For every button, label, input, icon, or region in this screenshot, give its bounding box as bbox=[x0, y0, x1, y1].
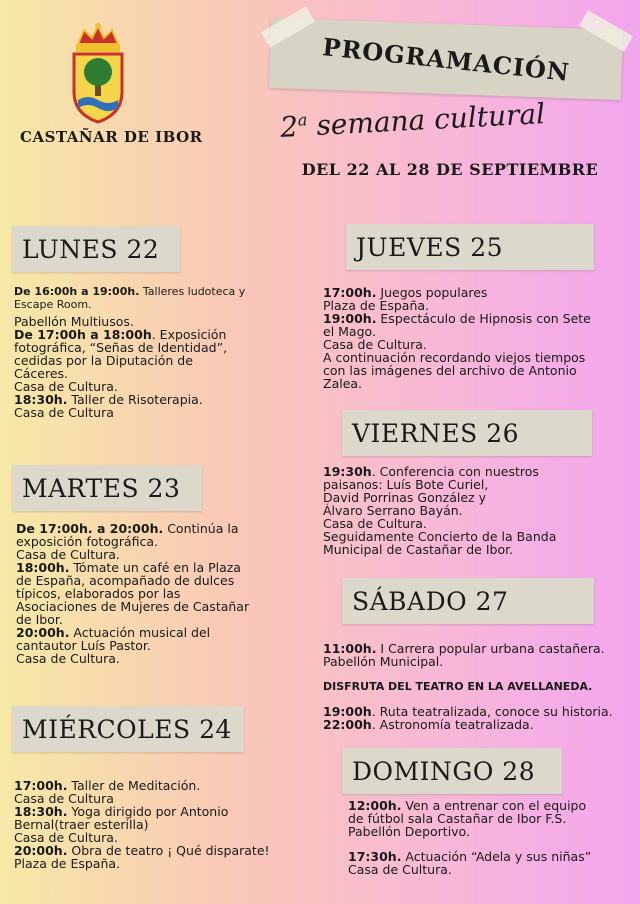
title-banner bbox=[269, 18, 623, 100]
day-banner-sabado: SÁBADO 27 bbox=[342, 578, 594, 624]
schedule-domingo: 12:00h. Ven a entrenar con el equipo de fútbol sala Castañar de Ibor F.S. Pabellón Deportivo. 17:30h. Actuación “Adela y sus niñas” Casa de Cultura. bbox=[348, 798, 592, 877]
town-name: CASTAÑAR DE IBOR bbox=[20, 128, 203, 146]
day-banner-viernes: VIERNES 26 bbox=[342, 410, 592, 456]
coat-of-arms-icon bbox=[66, 22, 130, 126]
subtitle: 2$^a$ semana cultural bbox=[279, 97, 546, 144]
day-banner-miercoles: MIÉRCOLES 24 bbox=[12, 706, 244, 752]
page-title: PROGRAMACIÓN bbox=[320, 31, 571, 87]
day-banner-lunes: LUNES 22 bbox=[12, 226, 180, 272]
schedule-lunes: De 16:00h a 19:00h. Talleres ludoteca y Escape Room. Pabellón Multiusos. De 17:00h a 18:00h. Exposición fotográfica, “Señas de Identidad”, cedidas por la Diputación de Cáceres. Casa de Cultura. 18:30h. Taller de Risoterapia. Casa de Cultura bbox=[14, 285, 246, 420]
schedule-miercoles: 17:00h. Taller de Meditación. Casa de Cultura 18:30h. Yoga dirigido por Antonio Bernal(traer esterilla) Casa de Cultura. 20:00h. Obra de teatro ¡ Qué disparate! Plaza de España. bbox=[14, 778, 270, 871]
day-banner-jueves: JUEVES 25 bbox=[346, 224, 594, 270]
schedule-viernes: 19:30h. Conferencia con nuestros paisanos: Luís Bote Curiel, David Porrinas González y Álvaro Serrano Bayán. Casa de Cultura. Seguidamente Concierto de la Banda Municipal de Castañar de Ibor. bbox=[323, 464, 557, 557]
day-banner-martes: MARTES 23 bbox=[12, 465, 202, 511]
schedule-jueves: 17:00h. Juegos populares Plaza de España. 19:00h. Espectáculo de Hipnosis con Sete el Mago. Casa de Cultura. A continuación recordando viejos tiempos con las imágenes del archivo de Antonio Zalea. bbox=[323, 285, 591, 391]
day-banner-domingo: DOMINGO 28 bbox=[342, 748, 562, 794]
schedule-martes: De 17:00h. a 20:00h. Continúa la exposición fotográfica. Casa de Cultura. 18:00h. Tómate un café en la Plaza de España, acompañado de dulces típicos, elaborados por las Asociaciones de Mujeres de Castañar de Ibor. 20:00h. Actuación musical del cantautor Luís Pastor. Casa de Cultura. bbox=[16, 521, 250, 666]
date-range: DEL 22 AL 28 DE SEPTIEMBRE bbox=[301, 160, 599, 179]
schedule-sabado: 11:00h. I Carrera popular urbana castañera. Pabellón Municipal. DISFRUTA DEL TEATRO EN LA AVELLANEDA. 19:00h. Ruta teatralizada, conoce su historia. 22:00h. Astronomía teatralizada. bbox=[323, 641, 613, 732]
